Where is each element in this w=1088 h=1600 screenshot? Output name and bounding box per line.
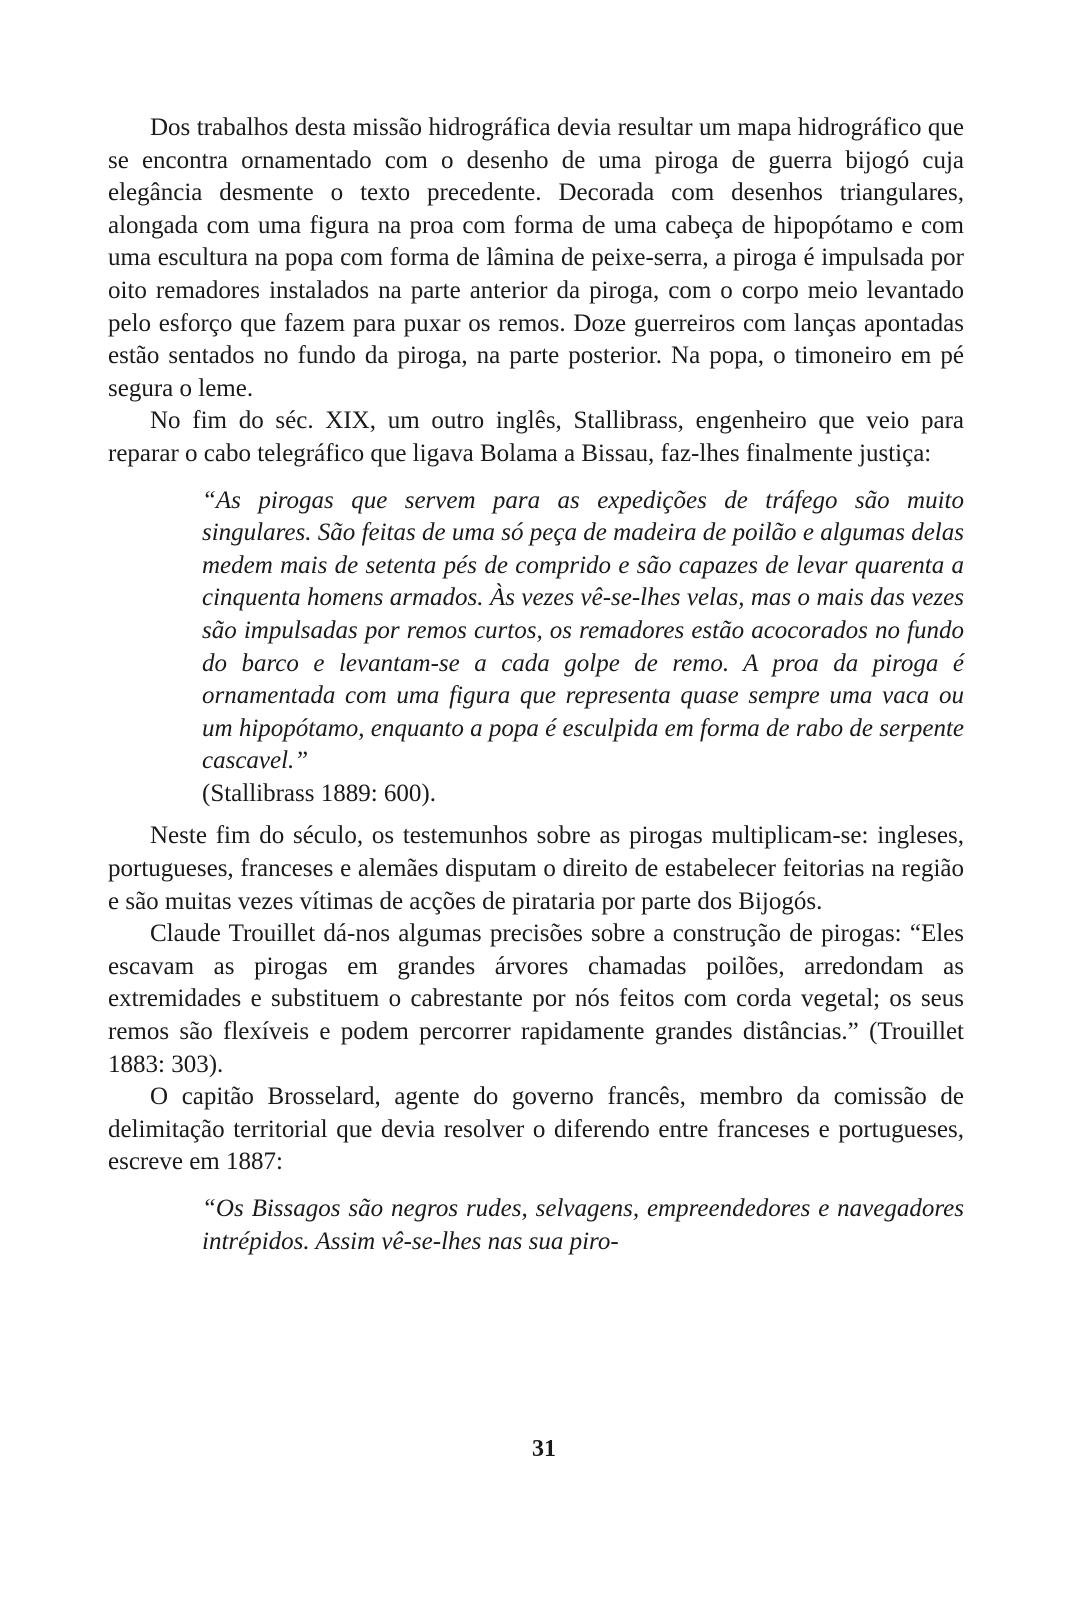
page-number: 31 [532, 1436, 556, 1462]
blockquote-stallibrass [202, 485, 964, 811]
quote-brosselard-text: “Os Bissagos são negros rudes, selvagens, empreendedores e navegadores intrépidos. Assim vê-se-lhes nas sua piro- [202, 1195, 964, 1255]
quote-stallibrass-citation: (Stallibrass 1889: 600). [202, 779, 437, 807]
page-body [108, 112, 964, 1258]
quote-stallibrass-text: “As pirogas que servem para as expedições de tráfego são muito singulares. São feitas de uma só peça de madeira de poilão e algumas delas medem mais de setenta pés de comprido e são capazes de levar quarenta a cinquenta homens armados. Às vezes vê-se-lhes velas, mas o mais das vezes são impulsadas por remos curtos, os remadores estão acocorados no fundo do barco e levantam-se a cada golpe de remo. A proa da piroga é ornamentada com uma figura que representa quase sempre uma vaca ou um hipopótamo, enquanto a popa é esculpida em forma de rabo de serpente cascavel.” [202, 486, 964, 775]
paragraph-testimonies: Neste fim do século, os testemunhos sobre as pirogas multiplicam-se: ingleses, portugueses, franceses e alemães disputam o direito de estabelecer feitorias na região e são muitas vezes vítimas de acções de pirataria por parte dos Bijogós. [108, 822, 964, 915]
paragraph-hydrographic-map: Dos trabalhos desta missão hidrográfica devia resultar um mapa hidrográfico que se encontra ornamentado com o desenho de uma piroga de guerra bijogó cuja elegância desmente o texto precedente. Decorada com desenhos triangulares, alongada com uma figura na proa com forma de uma cabeça de hipopótamo e com uma escultura na popa com forma de lâmina de peixe-serra, a piroga é impulsada por oito remadores instalados na parte anterior da piroga, com o corpo meio levantado pelo esforço que fazem para puxar os remos. Doze guerreiros com lanças apontadas estão sentados no fundo da piroga, na parte posterior. Na popa, o timoneiro em pé segura o leme. [108, 114, 964, 402]
blockquote-brosselard [202, 1193, 964, 1258]
paragraph-trouillet: Claude Trouillet dá-nos algumas precisões sobre a construção de pirogas: “Eles escavam as pirogas em grandes árvores chamadas poilões, arredondam as extremidades e substituem o cabrestante por nós feitos com corda vegetal; os seus remos são flexíveis e podem percorrer rapidamente grandes distâncias.” (Trouillet 1883: 303). [108, 920, 964, 1078]
paragraph-brosselard: O capitão Brosselard, agente do governo francês, membro da comissão de delimitação territorial que devia resolver o diferendo entre franceses e portugueses, escreve em 1887: [108, 1083, 964, 1176]
paragraph-stallibrass-intro: No fim do séc. XIX, um outro inglês, Stallibrass, engenheiro que veio para reparar o cabo telegráfico que ligava Bolama a Bissau, faz-lhes finalmente justiça: [108, 407, 964, 467]
